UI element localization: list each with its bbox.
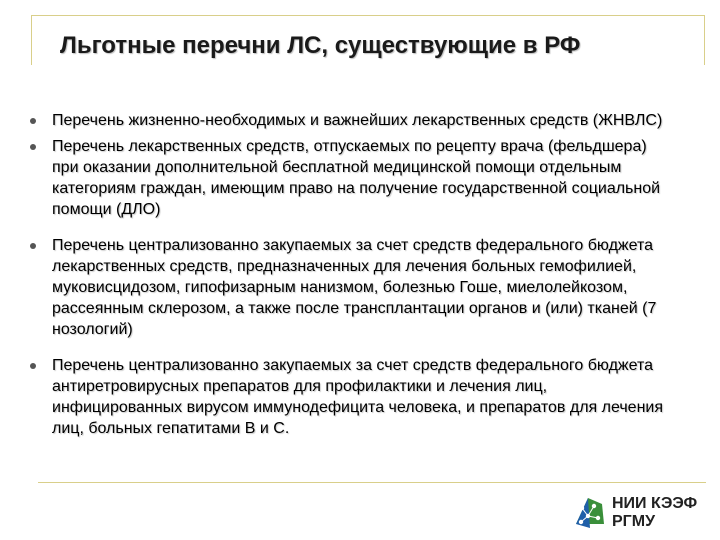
- title-frame-left-line: [31, 15, 32, 65]
- footer-divider-line: [38, 482, 706, 483]
- bullet-dot-icon: [30, 144, 36, 150]
- bullet-dot-icon: [30, 243, 36, 249]
- bullet-dot-icon: [30, 118, 36, 124]
- institute-logo: [572, 492, 712, 536]
- molecule-logo-icon: [572, 494, 608, 532]
- title-frame-right-line: [704, 15, 705, 65]
- bullet-item-1: [22, 110, 672, 131]
- bullet-text: Перечень централизованно закупаемых за счет средств федерального бюджета лекарственных средств, предназначенных для лечения больных гемофилией, муковисцидозом, гипофизарным нанизмом, болезнью Гоше, миелолейкозом, рассеянным склерозом, а также после трансплантации органов и (или) тканей (7 нозологий): [52, 237, 657, 338]
- bullet-item-3: [22, 235, 672, 340]
- bullet-list: [22, 110, 672, 444]
- bullet-text: Перечень жизненно-необходимых и важнейших лекарственных средств (ЖНВЛС): [52, 112, 663, 129]
- bullet-item-4: [22, 355, 672, 439]
- slide-title: Льготные перечни ЛС, существующие в РФ: [60, 32, 581, 59]
- bullet-text: Перечень лекарственных средств, отпускаемых по рецепту врача (фельдшера) при оказании дополнительной бесплатной медицинской помощи отдельным категориям граждан, имеющим право на получение государственной социальной помощи (ДЛО): [52, 138, 661, 218]
- title-frame-top-line: [31, 15, 704, 16]
- logo-line-1: НИИ КЭЭФ: [612, 495, 698, 512]
- logo-line-2: РГМУ: [612, 513, 656, 530]
- bullet-dot-icon: [30, 363, 36, 369]
- bullet-text: Перечень централизованно закупаемых за счет средств федерального бюджета антиретровирусных препаратов для профилактики и лечения лиц, инфицированных вирусом иммунодефицита человека, и препаратов для лечения лиц, больных гепатитами B и C.: [52, 357, 664, 437]
- bullet-item-2: [22, 136, 672, 220]
